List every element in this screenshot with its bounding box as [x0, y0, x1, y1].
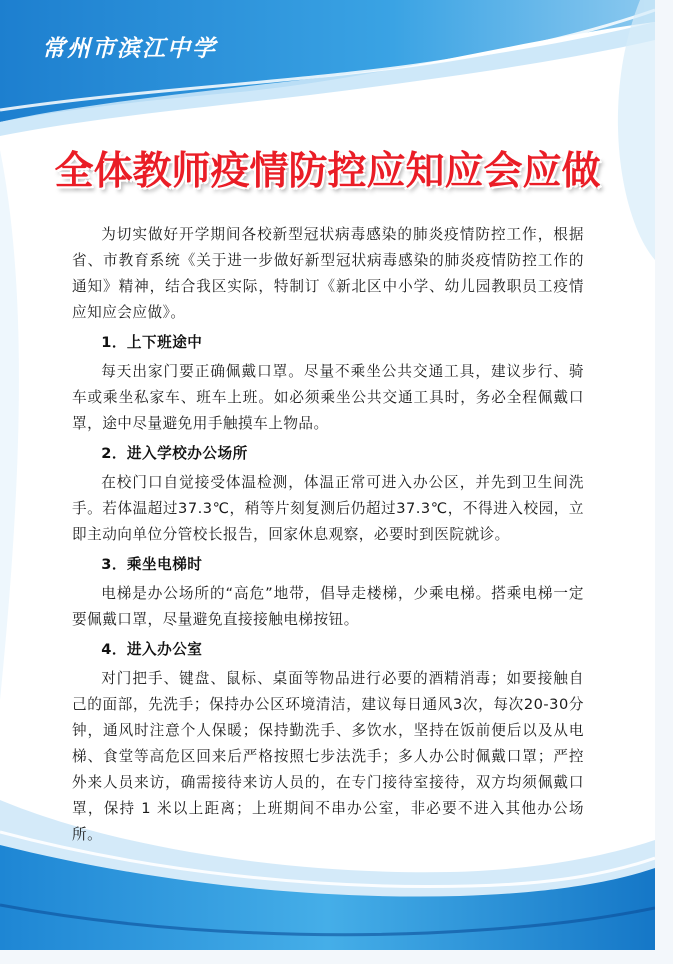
content: [72, 222, 584, 848]
page-margin-right: [655, 0, 673, 964]
section-body-2: 在校门口自觉接受体温检测，体温正常可进入办公区，并先到卫生间洗手。若体温超过37.3℃，稍等片刻复测后仍超过37.3℃，不得进入校园，立即主动向单位分管校长报告，回家休息观察，必要时到医院就诊。: [72, 474, 584, 543]
section-body-3: 电梯是办公场所的“高危”地带，倡导走楼梯，少乘电梯。搭乘电梯一定要佩戴口罩，尽量避免直接接触电梯按钮。: [72, 585, 584, 628]
intro-paragraph: 为切实做好开学期间各校新型冠状病毒感染的肺炎疫情防控工作，根据省、市教育系统《关于进一步做好新型冠状病毒感染的肺炎疫情防控工作的通知》精神，结合我区实际，特制订《新北区中小学、幼儿园教职员工疫情应知应会应做》。: [72, 226, 584, 321]
section-body-1: 每天出家门要正确佩戴口罩。尽量不乘坐公共交通工具，建议步行、骑车或乘坐私家车、班车上班。如必须乘坐公共交通工具时，务必全程佩戴口罩，途中尽量避免用手触摸车上物品。: [72, 363, 584, 432]
section-heading-2: 2．进入学校办公场所: [101, 445, 248, 462]
school-name: 常州市滨江中学: [42, 35, 217, 62]
section-heading-4: 4．进入办公室: [101, 641, 203, 658]
poster-title: 全体教师疫情防控应知应会应做: [54, 149, 601, 194]
section-heading-1: 1．上下班途中: [101, 334, 203, 351]
page-margin-bottom: [0, 950, 673, 964]
section-heading-3: 3．乘坐电梯时: [101, 556, 203, 573]
section-body-4: 对门把手、键盘、鼠标、桌面等物品进行必要的酒精消毒；如要接触自己的面部，先洗手；保持办公区环境清洁，建议每日通风3次，每次20-30分钟，通风时注意个人保暖；保持勤洗手、多饮水，坚持在饭前便后以及从电梯、食堂等高危区回来后严格按照七步法洗手；多人办公时佩戴口罩；严控外来人员来访，确需接待来访人员的，在专门接待室接待，双方均须佩戴口罩，保持 1 米以上距离；上班期间不串办公室，非必要不进入其他办公场所。: [72, 670, 584, 843]
